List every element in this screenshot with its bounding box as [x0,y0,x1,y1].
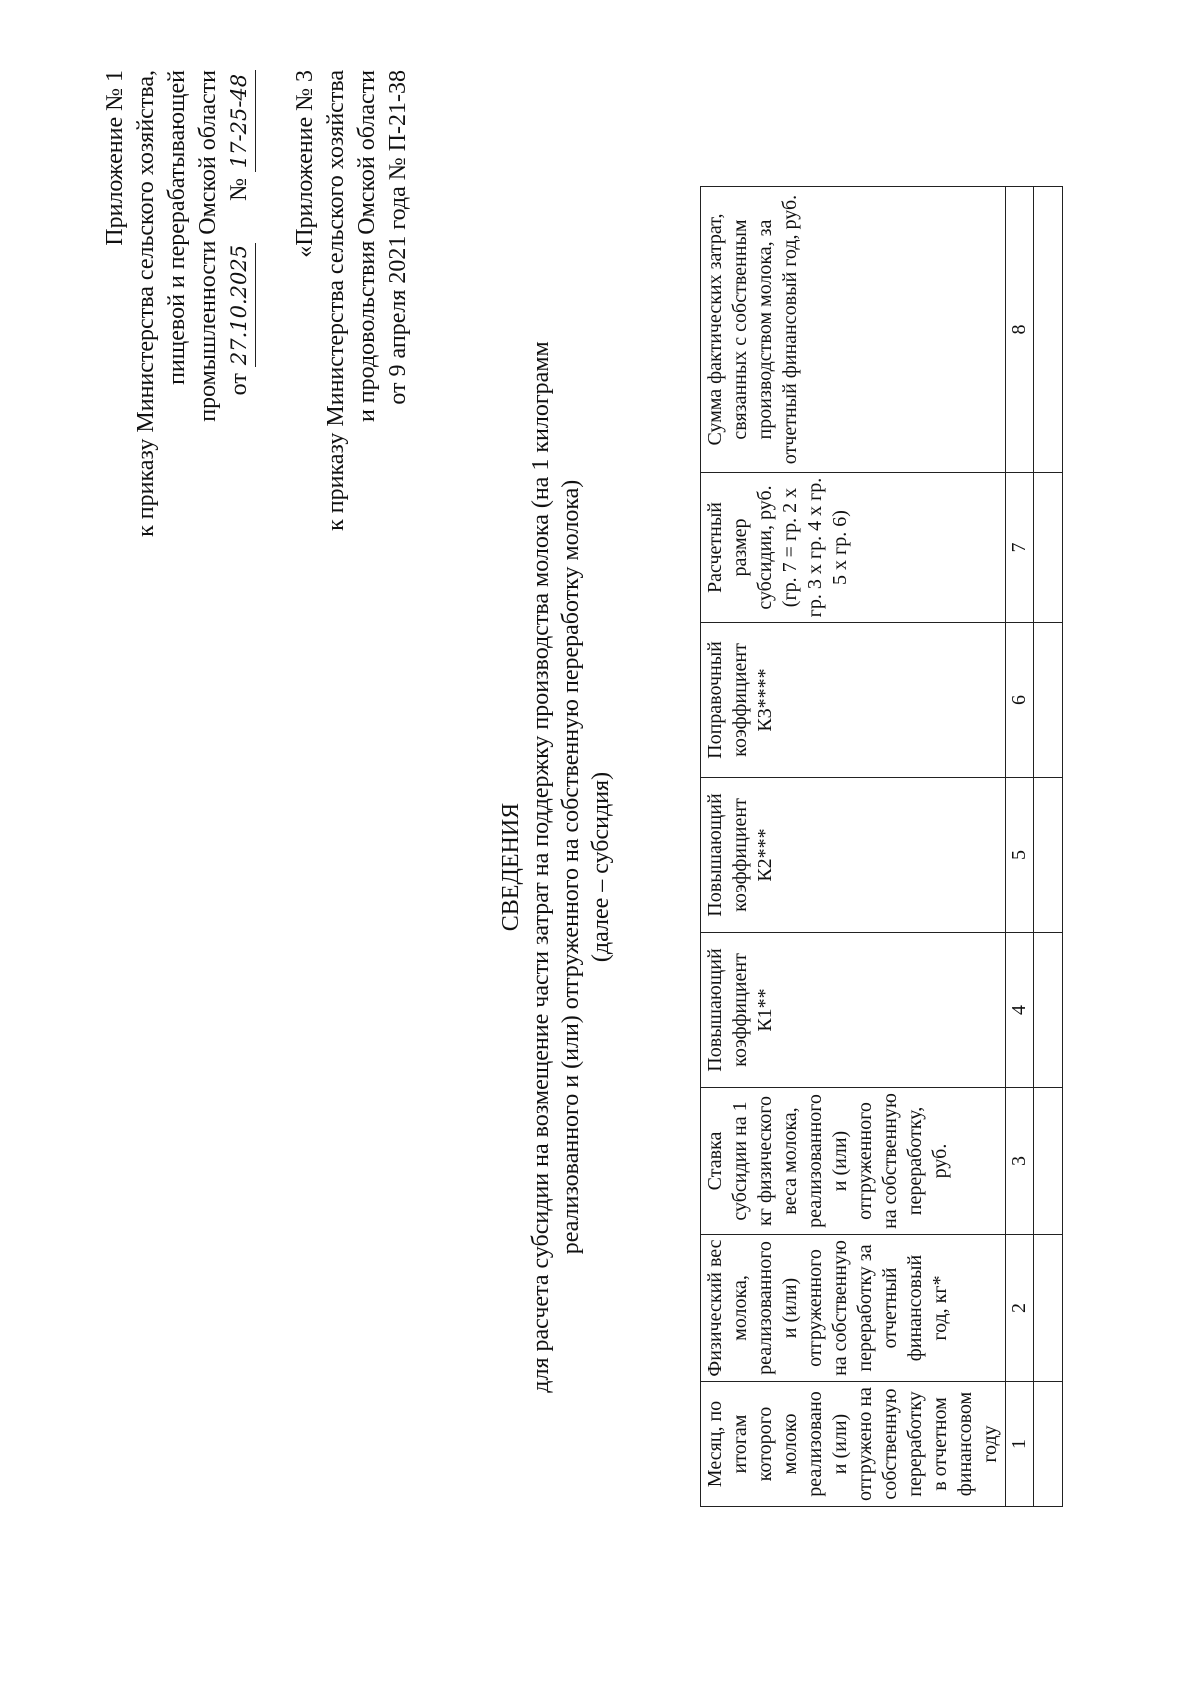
appendix-1-title: Приложение № 1 [102,70,128,246]
table-cell [1034,187,1063,473]
order-date-handwritten: 27.10.2025 [224,243,256,367]
table-cell [1034,933,1063,1088]
column-number-8: 8 [1006,187,1034,473]
date-prefix: от [226,373,252,396]
column-header-k1: Повышающий коэффициент К1** [701,933,1006,1088]
appendix-1-line-3: промышленности Омской области [195,70,221,422]
appendix-3-line-1: к приказу Министерства сельского хозяйства [323,70,349,531]
order-number-handwritten: 17-25-48 [224,70,256,172]
document-subheading-line-2: реализованного и (или) отгруженного на собственную переработку молока) [558,479,584,1255]
column-number-2: 2 [1006,1235,1034,1382]
appendix-1-line-2: пищевой и перерабатывающей [164,70,190,385]
document-title-block [496,187,616,1547]
document-subheading-line-3: (далее – субсидия) [588,771,614,963]
number-prefix: № [226,178,252,201]
appendix-1-header [100,70,256,537]
column-header-actual-costs: Сумма фактических затрат, связанных с собственным производством молока, за отчетный финансовый год, руб. [701,187,1006,473]
appendix-1-line-1: к приказу Министерства сельского хозяйства, [133,70,159,537]
column-number-row [1006,187,1034,1507]
column-header-calculated-subsidy: Расчетный размер субсидии, руб. (гр. 7 = гр. 2 х гр. 3 х гр. 4 х гр. 5 х гр. 6) [701,473,1006,623]
column-header-k3: Поправочный коэффициент К3**** [701,623,1006,778]
table-cell [1034,623,1063,778]
table-cell [1034,1382,1063,1507]
table-cell [1034,778,1063,933]
document-heading: СВЕДЕНИЯ [498,802,524,932]
subsidy-calculation-table [700,186,1063,1507]
appendix-3-header [290,70,414,531]
appendix-3-line-3: от 9 апреля 2021 года № П-21-38 [385,70,411,405]
table-header-row [701,187,1006,1507]
column-number-3: 3 [1006,1088,1034,1235]
column-header-subsidy-rate: Ставка субсидии на 1 кг физического веса молока, реализованного и (или) отгруженного на собственную переработку, руб. [701,1088,1006,1235]
column-number-7: 7 [1006,473,1034,623]
column-header-month: Месяц, по итогам которого молоко реализовано и (или) отгружено на собственную переработку в отчетном финансовом году [701,1382,1006,1507]
appendix-3-title: «Приложение № 3 [292,70,318,258]
table-cell [1034,473,1063,623]
document-subheading-line-1: для расчета субсидии на возмещение части затрат на поддержку производства молока (на 1 килограмм [528,341,554,1393]
appendix-3-line-2: и продовольствия Омской области [354,70,380,423]
column-number-6: 6 [1006,623,1034,778]
subsidy-table-container [700,187,1063,1507]
column-header-k2: Повышающий коэффициент К2*** [701,778,1006,933]
table-cell [1034,1088,1063,1235]
table-cell [1034,1235,1063,1382]
appendix-1-date-number-line [224,70,256,537]
table-row [1034,187,1063,1507]
column-number-5: 5 [1006,778,1034,933]
column-number-1: 1 [1006,1382,1034,1507]
column-header-physical-weight: Физический вес молока, реализованного и (или) отгруженного на собственную переработку за отчетный финансовый год, кг* [701,1235,1006,1382]
column-number-4: 4 [1006,933,1034,1088]
